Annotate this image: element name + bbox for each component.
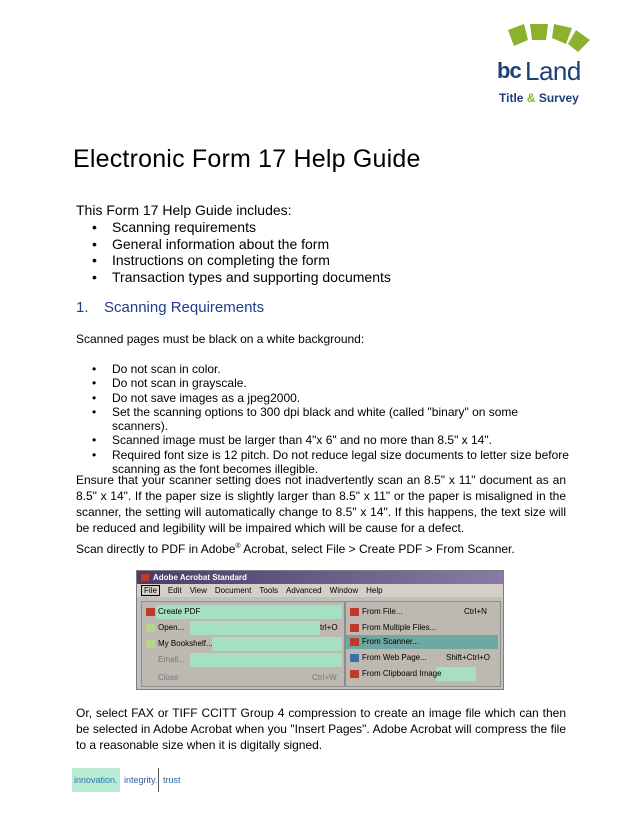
file-close-shortcut: Ctrl+W [312, 673, 337, 682]
scanning-requirements-list [92, 362, 572, 476]
submenu-from-multiple [350, 621, 436, 635]
from-multiple-icon [350, 624, 359, 632]
menu-edit: Edit [167, 586, 182, 595]
intro-item: • Scanning requirements [92, 219, 391, 236]
open-label: Open... [158, 623, 185, 632]
from-clipboard-label: From Clipboard Image [362, 669, 442, 678]
submenu-from-web [350, 651, 427, 665]
logo-arches-graphic [492, 24, 592, 60]
bookshelf-icon [146, 640, 155, 648]
from-scanner-label: From Scanner... [362, 637, 419, 646]
intro-item: • Transaction types and supporting documents [92, 269, 391, 286]
footer-integrity: integrity. [124, 775, 158, 785]
page-title: Electronic Form 17 Help Guide [73, 145, 421, 173]
intro-item: • General information about the form [92, 236, 391, 253]
logo-bc-text: bc [497, 58, 521, 83]
requirement-item: • Do not scan in grayscale. [92, 376, 572, 390]
requirement-item: • Scanned image must be larger than 4"x 6" and no more than 8.5" x 14". [92, 433, 572, 447]
from-web-label: From Web Page... [362, 653, 427, 662]
scanned-pages-lead: Scanned pages must be black on a white background: [76, 332, 365, 346]
pdf-icon [146, 608, 155, 616]
acrobat-menubar [137, 584, 503, 597]
menu-help: Help [366, 586, 383, 595]
requirement-item: • Do not save images as a jpeg2000. [92, 391, 572, 405]
menu-view: View [189, 586, 207, 595]
from-multiple-label: From Multiple Files... [362, 623, 437, 632]
from-file-label: From File... [362, 607, 403, 616]
intro-item: • Instructions on completing the form [92, 252, 391, 269]
file-menu-dropdown [141, 601, 345, 687]
submenu-from-file [350, 605, 402, 619]
registered-mark: ® [235, 543, 241, 550]
folder-icon [146, 624, 155, 632]
acrobat-title-bar [137, 571, 503, 584]
from-web-shortcut: Shift+Ctrl+O [446, 653, 491, 662]
footer-trust: trust [163, 775, 181, 785]
web-icon [350, 654, 359, 662]
acrobat-window-title: Adobe Acrobat Standard [153, 573, 247, 582]
file-my-bookshelf [146, 637, 213, 651]
menu-file: File [141, 585, 160, 596]
footer-divider [158, 768, 159, 792]
file-create-pdf [146, 605, 200, 619]
clipboard-icon [350, 670, 359, 678]
bookshelf-label: My Bookshelf... [158, 639, 213, 648]
from-file-icon [350, 608, 359, 616]
intro-list [92, 219, 391, 285]
acrobat-app-icon [141, 574, 149, 581]
requirement-item: • Required font size is 12 pitch. Do not reduce legal size documents to letter size before scanning as the font becomes illegible. [92, 448, 572, 477]
requirement-item: • Do not scan in color. [92, 362, 572, 376]
scanner-icon [350, 638, 359, 646]
logo-subtitle [499, 91, 579, 105]
menu-window: Window [329, 586, 359, 595]
submenu-from-clipboard [350, 667, 442, 681]
bc-land-title-survey-logo [492, 24, 592, 114]
menu-tools: Tools [259, 586, 279, 595]
logo-sub-title: Title [499, 91, 524, 105]
file-email: Email... [158, 655, 185, 664]
file-open-shortcut: trl+O [320, 623, 338, 632]
submenu-from-scanner [346, 635, 498, 649]
section-heading-scanning [76, 299, 264, 316]
requirement-item: • Set the scanning options to 300 dpi black and white (called "binary" on some scanners). [92, 405, 572, 434]
logo-land-text: Land [525, 56, 581, 86]
footer-innovation: innovation. [72, 768, 120, 792]
create-pdf-submenu [345, 601, 501, 687]
logo-sub-amp: & [526, 91, 536, 105]
acrobat-menu-screenshot [136, 570, 504, 690]
ensure-paragraph: Ensure that your scanner setting does not inadvertently scan an 8.5" x 11" document as an 8.5" x 14". If the paper size is slightly larger than 8.5" x 11" or the paper is misaligned in the scanner, the setting will automatically change to 8.5" x 14". If this happens, the text size will be reduced and legibility will be impaired which will be cause for a defect. [76, 473, 566, 535]
intro-lead: This Form 17 Help Guide includes: [76, 202, 292, 218]
scan-pre: Scan directly to PDF in Adobe [76, 542, 236, 556]
menu-document: Document [214, 586, 252, 595]
section-heading-text: Scanning Requirements [104, 299, 265, 316]
file-open [146, 621, 184, 635]
scan-direct-paragraph [76, 542, 515, 556]
fax-paragraph: Or, select FAX or TIFF CCITT Group 4 compression to create an image file which can then be selected in Adobe Acrobat when you "Insert Pages". Adobe Acrobat will compress the file to a reasonable size when it is digitally signed. [76, 706, 566, 752]
section-number: 1. [76, 299, 89, 316]
create-pdf-label: Create PDF [158, 607, 201, 616]
from-file-shortcut: Ctrl+N [464, 607, 487, 616]
menu-advanced: Advanced [286, 586, 322, 595]
logo-sub-survey: Survey [538, 91, 579, 105]
scan-post: Acrobat, select File > Create PDF > From Scanner. [240, 542, 515, 556]
file-close: Close [158, 673, 179, 682]
